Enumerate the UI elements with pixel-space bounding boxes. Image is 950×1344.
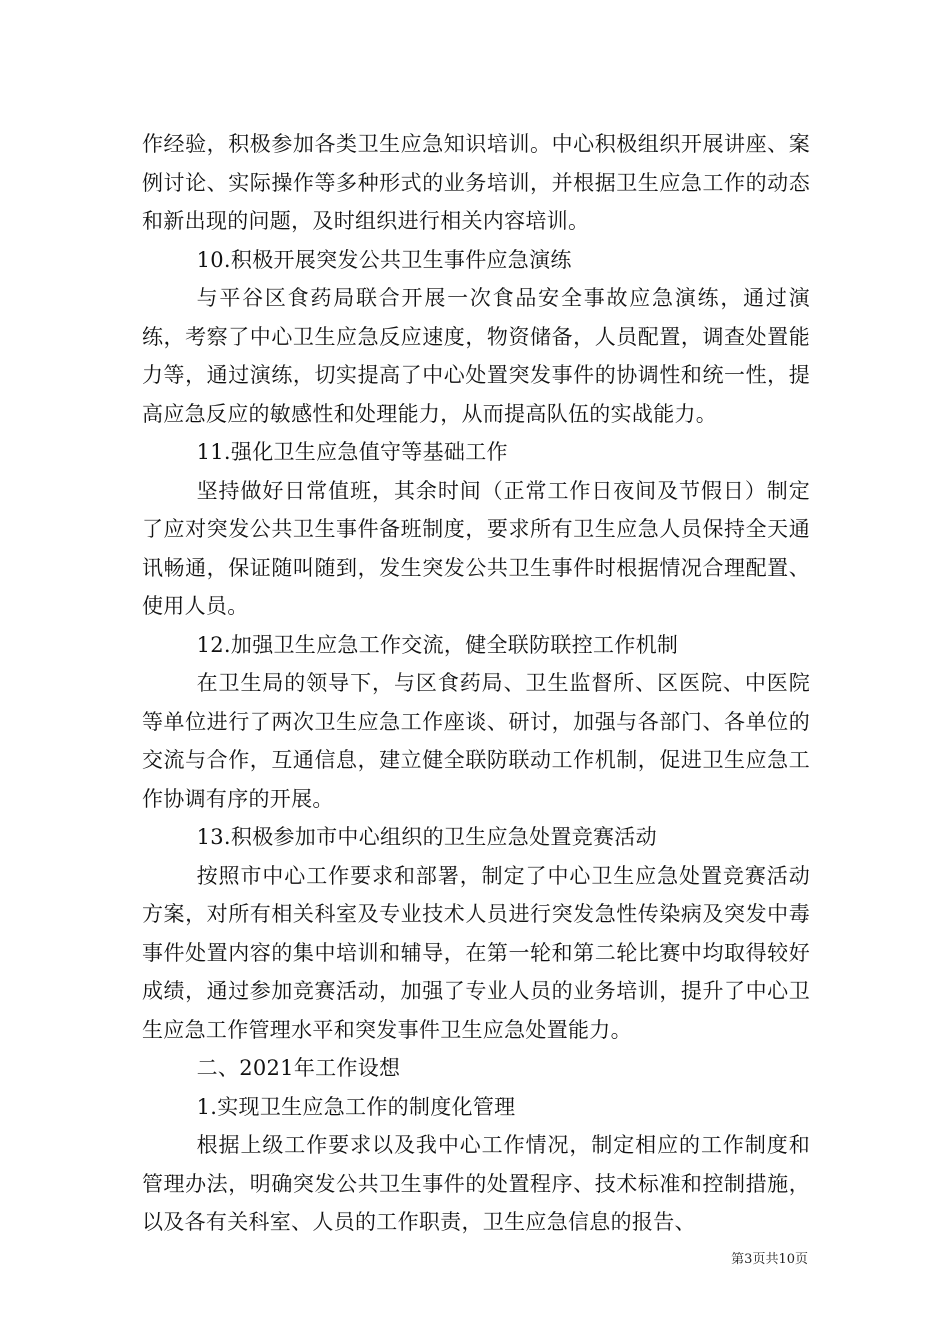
- heading-12-coordination: 12.加强卫生应急工作交流，健全联防联控工作机制: [196, 632, 679, 657]
- paragraph-competition: 按照市中心工作要求和部署，制定了中心卫生应急处置竞赛活动方案，对所有相关科室及专业技术人员进行突发急性传染病及突发中毒事件处置内容的集中培训和辅导，在第一轮和第二轮比赛中均取得较好成绩，通过参加竞赛活动，加强了专业人员的业务培训，提升了中心卫生应急工作管理水平和突发事件卫生应急处置能力。: [142, 863, 810, 1042]
- heading-1-institutional-management: 1.实现卫生应急工作的制度化管理: [196, 1094, 516, 1119]
- paragraph-institutional-management: 根据上级工作要求以及我中心工作情况，制定相应的工作制度和管理办法，明确突发公共卫生事件的处置程序、技术标准和控制措施，以及各有关科室、人员的工作职责，卫生应急信息的报告、: [142, 1133, 810, 1234]
- paragraph-training-continued: 作经验，积极参加各类卫生应急知识培训。中心积极组织开展讲座、案例讨论、实际操作等多种形式的业务培训，并根据卫生应急工作的动态和新出现的问题，及时组织进行相关内容培训。: [142, 132, 810, 233]
- paragraph-emergency-drill: 与平谷区食药局联合开展一次食品安全事故应急演练，通过演练，考察了中心卫生应急反应速度，物资储备，人员配置，调查处置能力等，通过演练，切实提高了中心处置突发事件的协调性和统一性，提高应急反应的敏感性和处理能力，从而提高队伍的实战能力。: [142, 286, 810, 426]
- heading-11-duty-work: 11.强化卫生应急值守等基础工作: [196, 440, 508, 464]
- paragraph-duty-work: 坚持做好日常值班，其余时间（正常工作日夜间及节假日）制定了应对突发公共卫生事件备班制度，要求所有卫生应急人员保持全天通讯畅通，保证随叫随到，发生突发公共卫生事件时根据情况合理配置、使用人员。: [142, 478, 810, 618]
- heading-13-competition: 13.积极参加市中心组织的卫生应急处置竞赛活动: [196, 825, 657, 849]
- page-number-footer: 第3页共10页: [731, 1252, 808, 1267]
- document-body: [142, 125, 810, 1242]
- heading-10-emergency-drill: 10.积极开展突发公共卫生事件应急演练: [196, 247, 572, 272]
- paragraph-coordination: 在卫生局的领导下，与区食药局、卫生监督所、区医院、中医院等单位进行了两次卫生应急工作座谈、研讨，加强与各部门、各单位的交流与合作，互通信息，建立健全联防联动工作机制，促进卫生应急工作协调有序的开展。: [142, 671, 810, 811]
- heading-section-2-plans: 二、2021年工作设想: [196, 1056, 401, 1080]
